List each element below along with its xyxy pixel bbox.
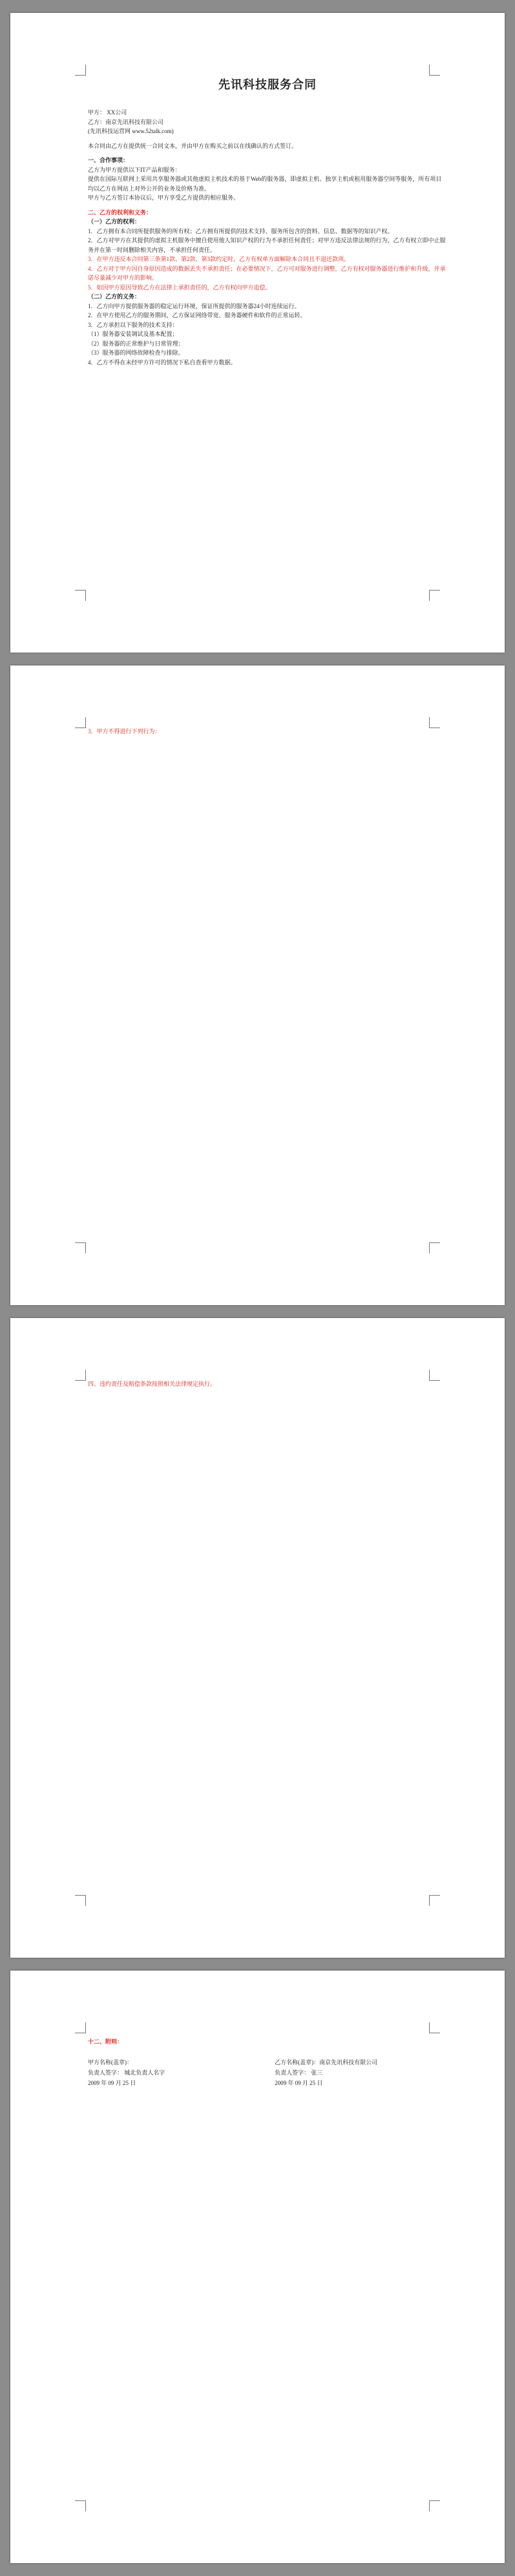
party-a: 甲方： XX公司 [88, 109, 127, 116]
signature-block [88, 2057, 447, 2068]
party-b-site: (先讯科技运营网 www.52talk.com) [88, 128, 174, 134]
party-b-sign-label: 乙方名称(盖章)：南京先讯科技有限公司 [275, 2058, 378, 2066]
party-b-rep: 负责人签字： 张三 [275, 2069, 323, 2076]
paragraph: 4．乙方不得在未经甲方许可的情况下私自查看甲方数据。 [88, 359, 236, 366]
party-b-date: 2009 年 09 月 25 日 [275, 2079, 323, 2086]
document-title: 先讯科技服务合同 [218, 78, 317, 91]
paragraph: 5．如因甲方原因导致乙方在法律上承担责任的，乙方有权向甲方追偿。 [88, 284, 271, 291]
section-1-heading: 一、合作事项： [88, 157, 129, 163]
party-a-date: 2009 年 09 月 25 日 [88, 2079, 136, 2086]
page-2-text: 3．甲方不得进行下列行为： [88, 728, 161, 735]
paragraph: 乙方为甲方提供以下IT产品和服务： [88, 166, 181, 173]
paragraph: 1．乙方向甲方提供服务器的稳定运行环境，保证所提供的服务器24小时连续运行。 [88, 302, 300, 309]
party-b: 乙方：南京先讯科技有限公司 [88, 118, 164, 125]
paragraph: 3．在甲方违反本合同第三条第1款、第2款、第3款约定时，乙方有权单方面解除本合同且不退还款项。 [88, 256, 350, 262]
paragraph: 2．乙方对甲方在其提供的虚拟主机服务中擅自使用他人知识产权的行为不承担任何责任；对甲方违反法律法规的行为，乙方有权立即中止服务并在第一时间删除相关内容，不承担任何责任。 [88, 237, 446, 253]
paragraph: 提供在国际互联网上采用共享服务器或其他虚拟主机技术的基于Web的服务器，即虚拟主机、独享主机或租用服务器空间等服务，所有项目均以乙方在网站上对外公开的业务及价格为准。 [88, 176, 442, 192]
paragraph: 3．乙方承担以下服务的技术支持： [88, 321, 178, 328]
page-1 [10, 13, 505, 653]
subheading: （一）乙方的权利： [88, 218, 141, 225]
paragraph: 2．在甲方使用乙方的服务期间，乙方保证网络带宽、服务器硬件和软件的正常运转。 [88, 312, 306, 319]
section-12-heading: 十二、附则： [88, 2038, 123, 2045]
intro: 本合同由乙方在提供统一合同文本，并由甲方在购买之前以在线确认的方式签订。 [88, 142, 298, 149]
page-3 [10, 1318, 505, 1958]
subheading: （二）乙方的义务： [88, 293, 141, 300]
party-a-sign-label: 甲方名称(盖章)： [88, 2058, 132, 2066]
paragraph: （3）服务器的网络故障检查与排除。 [88, 350, 184, 356]
party-a-rep: 负责人签字： 城北负责人名字 [88, 2069, 165, 2076]
page-3-text: 四、违约责任及赔偿条款按照相关法律规定执行。 [88, 1381, 216, 1387]
page-2 [10, 665, 505, 1305]
paragraph: （1）服务器安装调试及基本配置； [88, 331, 178, 337]
section-2-heading: 二、乙方的权利和义务： [88, 209, 152, 216]
paragraph: 4．乙方对于甲方因自身原因造成的数据丢失不承担责任；在必要情况下，乙方可对服务进行调整，乙方有权对服务器进行维护和升级，并承诺尽量减少对甲方的影响。 [88, 265, 446, 281]
page-4 [10, 1971, 505, 2563]
paragraph: 甲方与乙方签订本协议后，甲方享受乙方提供的相应服务。 [88, 194, 240, 201]
paragraph: （2）服务器的正常维护与日常管理； [88, 340, 184, 347]
paragraph: 1．乙方拥有本合同所提供服务的所有权；乙方拥有所提供的技术支持、服务所包含的资料、信息、数据等的知识产权。 [88, 227, 394, 235]
